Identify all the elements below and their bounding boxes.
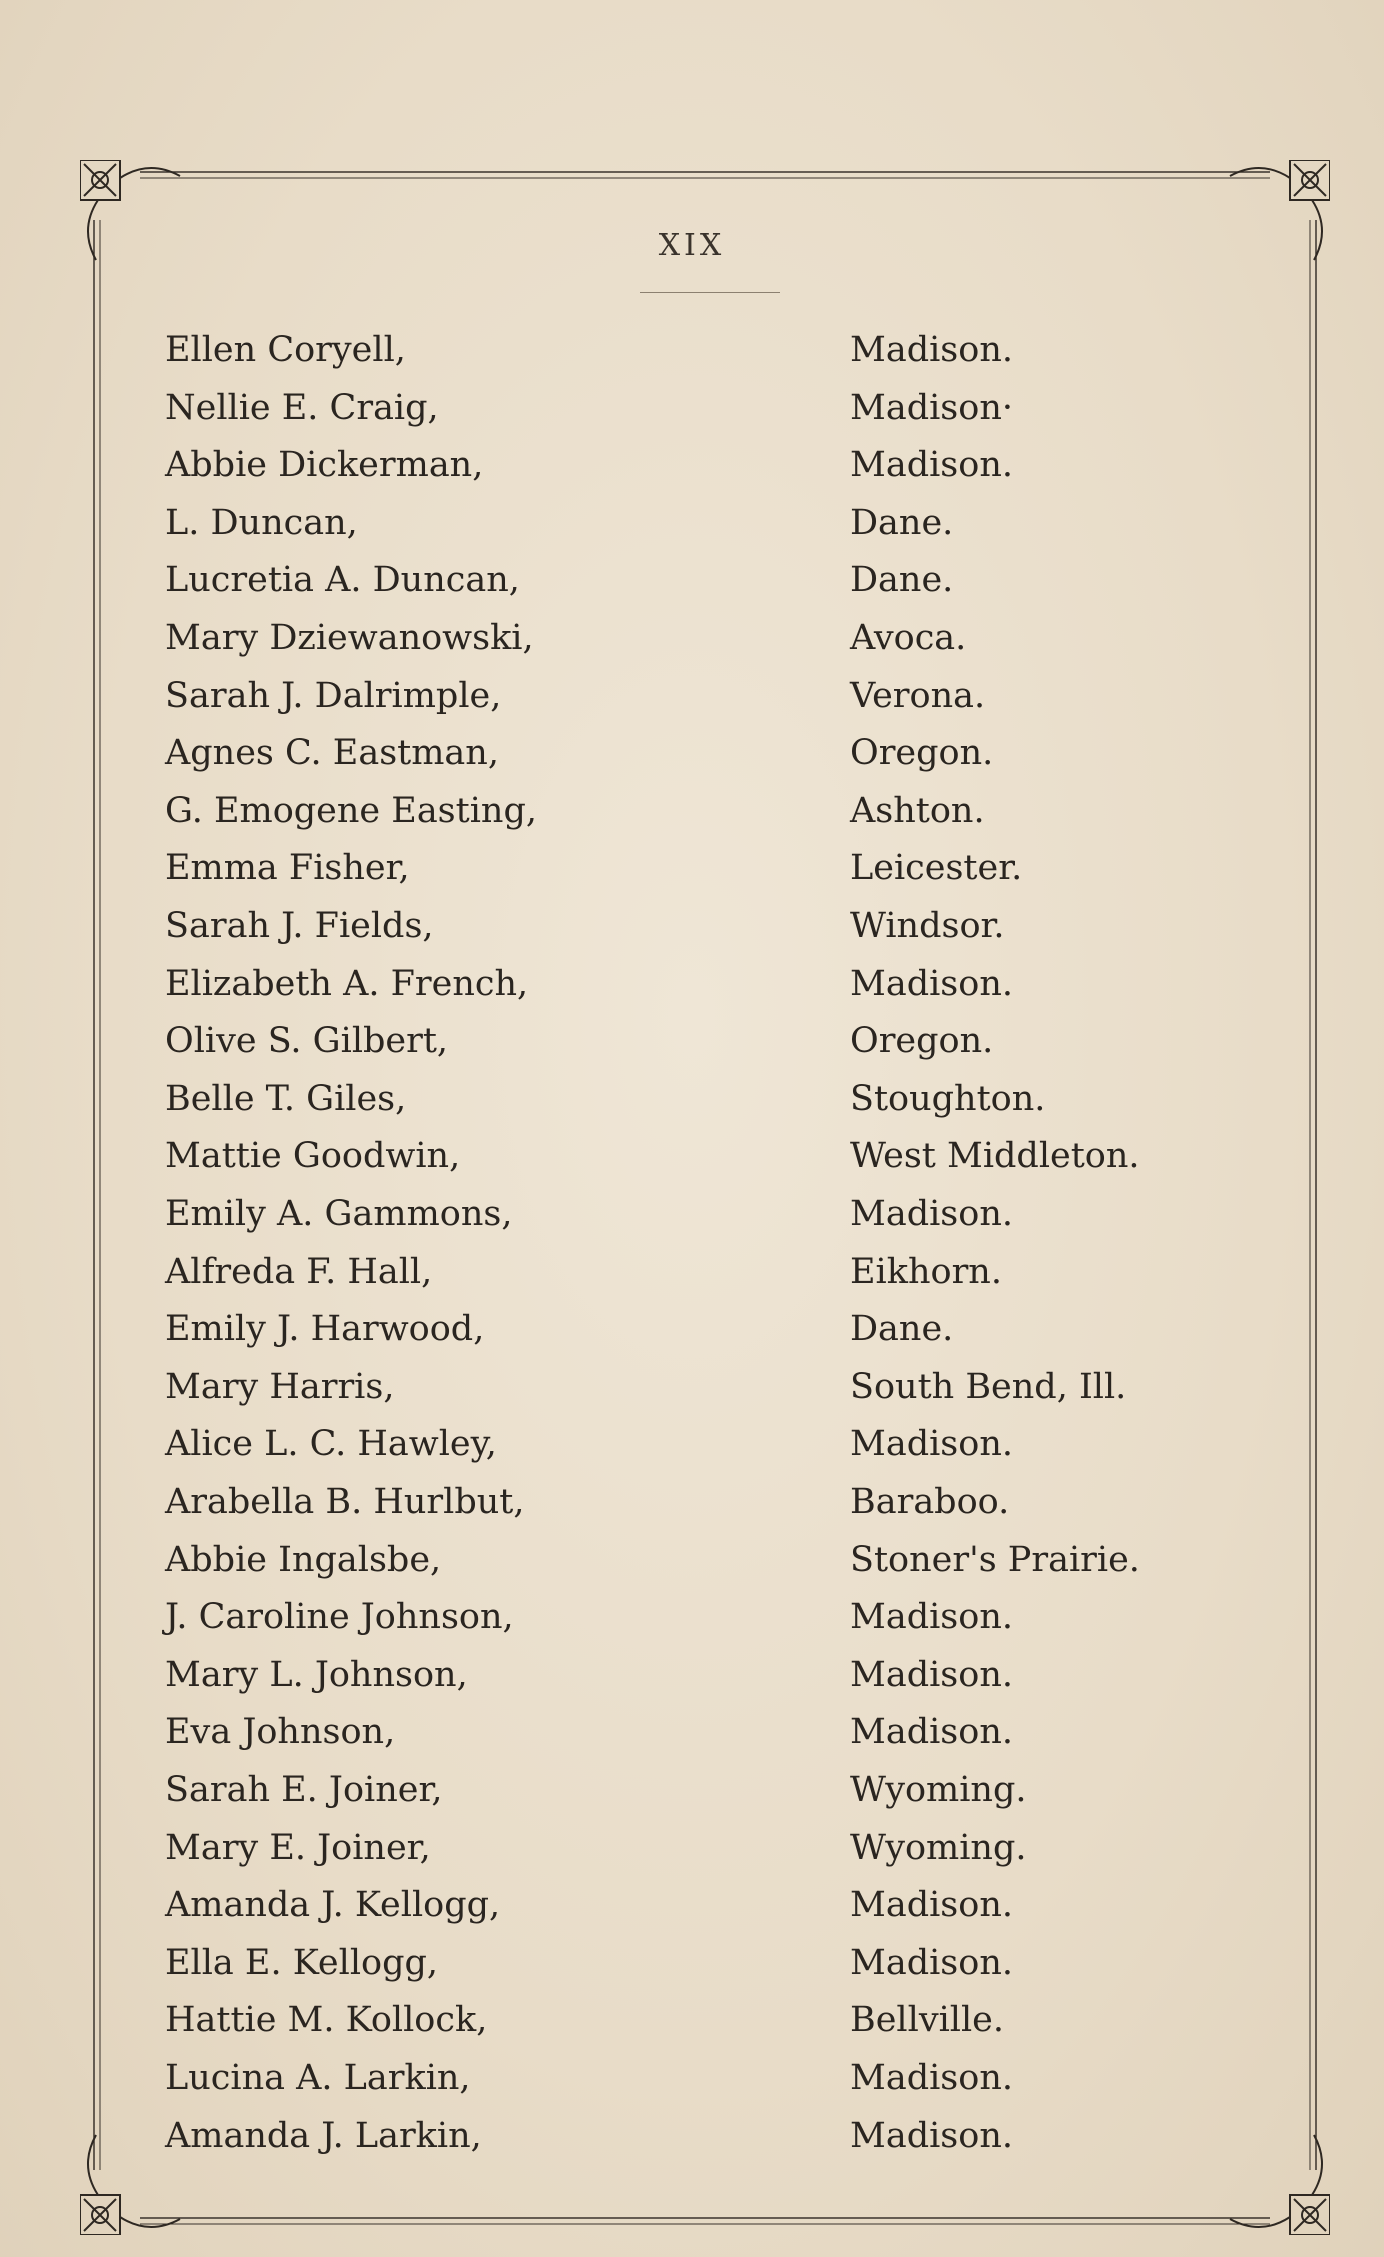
list-item <box>0 1367 1384 1425</box>
student-name: Alfreda F. Hall, <box>165 1251 433 1292</box>
student-name: Amanda J. Larkin, <box>165 2115 482 2156</box>
student-name: Alice L. C. Hawley, <box>165 1424 497 1465</box>
list-item <box>0 1885 1384 1943</box>
student-name: Abbie Ingalsbe, <box>165 1539 442 1580</box>
list-item <box>0 2000 1384 2058</box>
hometown: Madison. <box>850 1942 1014 1983</box>
student-name: Emily A. Gammons, <box>165 1194 513 1234</box>
hometown: Wyoming. <box>850 1827 1027 1868</box>
hometown: Madison. <box>850 2058 1014 2098</box>
hometown: West Middleton. <box>850 1136 1140 1177</box>
student-name: Agnes C. Eastman, <box>165 733 499 774</box>
student-name: Sarah E. Joiner, <box>165 1770 443 1810</box>
student-name: Nellie E. Craig, <box>165 387 439 428</box>
hometown: Oregon. <box>850 1021 994 1062</box>
hometown: Stoughton. <box>850 1078 1046 1119</box>
hometown: Madison. <box>850 1194 1014 1234</box>
list-item <box>0 1136 1384 1194</box>
list-item <box>0 1482 1384 1540</box>
student-name: G. Emogene Easting, <box>165 790 537 831</box>
list-item <box>0 1079 1384 1137</box>
list-item <box>0 1597 1384 1655</box>
student-name: Mary Harris, <box>165 1366 395 1407</box>
list-item <box>0 733 1384 791</box>
student-name: Emily J. Harwood, <box>165 1309 485 1350</box>
list-item <box>0 2116 1384 2174</box>
hometown: Bellville. <box>850 2000 1005 2041</box>
student-name: Sarah J. Dalrimple, <box>165 675 502 716</box>
list-item <box>0 1655 1384 1713</box>
list-item <box>0 848 1384 906</box>
hometown: Madison. <box>850 330 1014 370</box>
hometown: Madison. <box>850 1885 1014 1926</box>
list-item <box>0 503 1384 561</box>
hometown: Windsor. <box>850 906 1005 946</box>
hometown: Madison. <box>850 1712 1014 1753</box>
list-item <box>0 1309 1384 1367</box>
list-item <box>0 445 1384 503</box>
list-item <box>0 1252 1384 1310</box>
hometown: Madison. <box>850 1654 1014 1695</box>
list-item <box>0 1828 1384 1886</box>
list-item <box>0 2058 1384 2116</box>
hometown: Madison. <box>850 2115 1014 2156</box>
student-name: Elizabeth A. French, <box>165 963 529 1004</box>
student-name: Lucina A. Larkin, <box>165 2058 471 2098</box>
hometown: Oregon. <box>850 733 994 774</box>
hometown: Madison· <box>850 387 1014 428</box>
student-name: Lucretia A. Duncan, <box>165 560 520 601</box>
list-item <box>0 1194 1384 1252</box>
list-item <box>0 906 1384 964</box>
student-name: Hattie M. Kollock, <box>165 2000 488 2041</box>
hometown: Ashton. <box>850 790 985 831</box>
student-name: Mary E. Joiner, <box>165 1827 431 1868</box>
hometown: Dane. <box>850 560 954 601</box>
page-number: XIX <box>658 228 726 263</box>
header-rule <box>640 292 780 293</box>
student-name: Ella E. Kellogg, <box>165 1942 439 1983</box>
list-item <box>0 1943 1384 2001</box>
hometown: Leicester. <box>850 848 1023 889</box>
hometown: Eikhorn. <box>850 1251 1002 1292</box>
hometown: Madison. <box>850 963 1014 1004</box>
student-name: J. Caroline Johnson, <box>165 1597 514 1638</box>
hometown: Madison. <box>850 1597 1014 1638</box>
student-name: Mattie Goodwin, <box>165 1136 461 1177</box>
hometown: Verona. <box>850 675 986 716</box>
student-name: Olive S. Gilbert, <box>165 1021 449 1062</box>
list-item <box>0 560 1384 618</box>
hometown: Dane. <box>850 502 954 543</box>
list-item <box>0 964 1384 1022</box>
list-item <box>0 1712 1384 1770</box>
hometown: Madison. <box>850 445 1014 486</box>
list-item <box>0 676 1384 734</box>
list-item <box>0 791 1384 849</box>
hometown: Baraboo. <box>850 1482 1010 1522</box>
student-name: Eva Johnson, <box>165 1712 396 1753</box>
list-item <box>0 1021 1384 1079</box>
hometown: Dane. <box>850 1309 954 1350</box>
list-item <box>0 618 1384 676</box>
student-name: Mary L. Johnson, <box>165 1654 468 1695</box>
list-item <box>0 388 1384 446</box>
list-item <box>0 1424 1384 1482</box>
student-name: Ellen Coryell, <box>165 330 406 370</box>
list-item <box>0 330 1384 388</box>
hometown: South Bend, Ill. <box>850 1366 1127 1407</box>
hometown: Stoner's Prairie. <box>850 1539 1140 1580</box>
student-name: Sarah J. Fields, <box>165 906 434 946</box>
student-name: Belle T. Giles, <box>165 1078 407 1119</box>
student-name: Emma Fisher, <box>165 848 410 889</box>
hometown: Wyoming. <box>850 1770 1027 1810</box>
student-name: Arabella B. Hurlbut, <box>165 1482 525 1522</box>
student-name: Amanda J. Kellogg, <box>165 1885 501 1926</box>
list-item <box>0 1540 1384 1598</box>
list-item <box>0 1770 1384 1828</box>
hometown: Madison. <box>850 1424 1014 1465</box>
student-name: Mary Dziewanowski, <box>165 618 534 658</box>
student-name: L. Duncan, <box>165 502 358 543</box>
hometown: Avoca. <box>850 618 967 658</box>
student-name: Abbie Dickerman, <box>165 445 484 486</box>
